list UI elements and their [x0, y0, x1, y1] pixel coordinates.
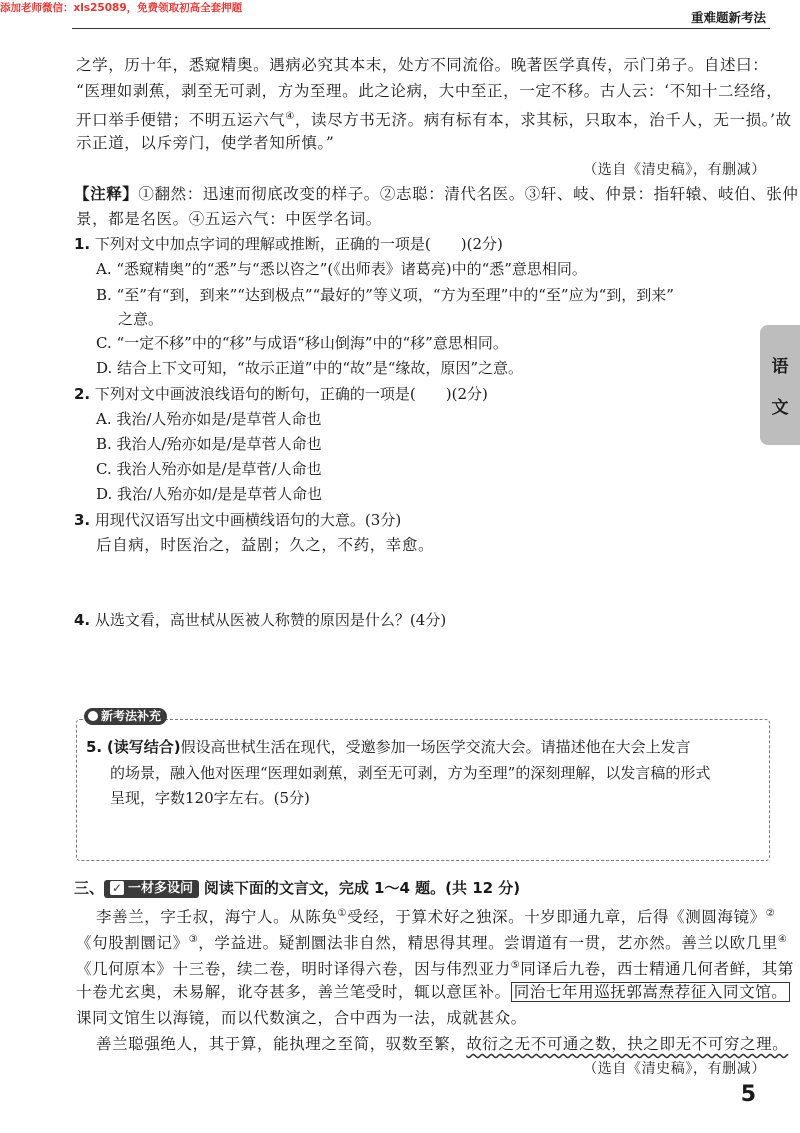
s3-line-6a: 善兰聪强绝人，其于算，能执理之至简，驭数至繁， — [96, 1035, 467, 1053]
q1-option-b-cont: 之意。 — [118, 310, 164, 328]
s3-line-3 — [76, 954, 794, 981]
side-tab-chinese[interactable] — [760, 325, 800, 445]
question-4 — [74, 608, 760, 632]
s3-line-4a: 十卷尤玄奥，未易解，讹夺甚多，善兰笔受时，辄以意匡补。 — [76, 983, 511, 1001]
s3-line-5: 课同文馆生以海镜，而以代数演之，合中西为一法，成就甚众。 — [76, 1009, 527, 1027]
question-3-number: 3. — [74, 511, 91, 529]
question-5-line-1: 假设高世栻生活在现代，受邀参加一场医学交流大会。请描述他在大会上发言 — [180, 738, 691, 756]
q2-option-d[interactable]: D. 我治/人殆亦如/是是草菅人命也 — [96, 485, 323, 503]
passage-line-3b: ，读尽方书无济。病有标有本，求其标，只取本，治千人，无一损。’故 — [294, 111, 792, 129]
s3-line-1 — [96, 902, 776, 929]
q1-option-a[interactable]: A. “悉窥精奥”的“悉”与“悉以咨之”(《出师表》诸葛亮)中的“悉”意思相同。 — [96, 260, 587, 278]
section-3-number: 三、 — [74, 879, 105, 897]
s3-footnote-3: ③ — [188, 934, 199, 945]
question-5 — [86, 735, 760, 759]
question-4-stem: 从选文看，高世栻从医被人称赞的原因是什么？(4分) — [94, 611, 447, 629]
q1-option-c[interactable]: C. “一定不移”中的“移”与成语“移山倒海”中的“移”意思相同。 — [96, 334, 508, 352]
s3-footnote-5: ⑤ — [510, 960, 521, 971]
question-4-number: 4. — [74, 611, 91, 629]
passage-line-3 — [76, 105, 792, 132]
watermark-text: 添加老师微信：xls25089，免费领取初高全套押题 — [0, 2, 243, 14]
section-3-stem: 阅读下面的文言文，完成 1～4 题。(共 12 分) — [203, 879, 521, 897]
q2-option-a[interactable]: A. 我治/人殆亦如是/是草菅人命也 — [96, 410, 322, 428]
question-2 — [74, 382, 760, 406]
side-tab-char-2: 文 — [771, 398, 789, 418]
footnote-marker-4: ④ — [285, 111, 295, 122]
question-5-number: 5. — [86, 738, 103, 756]
s3-line-1b: 受经，于算术好之独深。十岁即通九章，后得《测圆海镜》 — [347, 908, 766, 926]
page-number: 5 — [740, 1082, 756, 1107]
s3-line-2b: ，学益进。疑割圜法非自然，精思得其理。尝谓道有一贯，艺亦然。善兰以欧几里 — [198, 934, 778, 952]
s3-line-3a: 《几何原本》十三卷，续二卷，明时译得六卷，因与伟烈亚力 — [76, 960, 511, 978]
header-rule — [72, 28, 770, 29]
question-1 — [74, 232, 760, 256]
s3-line-6 — [96, 1032, 789, 1056]
question-5-tag: (读写结合) — [106, 738, 181, 756]
notes-text-1: ①翻然：迅速而彻底改变的样子。②志聪：清代名医。③轩、岐、仲景：指轩辕、岐伯、张仲 — [138, 185, 799, 203]
section-3-tag — [104, 880, 199, 898]
notes-line-1 — [74, 182, 799, 206]
s3-boxed-sentence: 同治七年用巡抚郭嵩焘荐征入同文馆。 — [511, 982, 791, 1002]
s3-footnote-4: ④ — [777, 934, 788, 945]
q2-option-c[interactable]: C. 我治人殆亦如是/是草菅/人命也 — [96, 460, 322, 478]
question-1-number: 1. — [74, 235, 91, 253]
passage-line-1: 之学，历十年，悉窥精奥。遇病必究其本末，处方不同流俗。晚著医学真传，示门弟子。自述曰： — [76, 56, 769, 74]
s3-line-3b: 同译后九卷，西士精通几何者鲜，其第 — [520, 960, 794, 978]
question-3-sentence: 后自病，时医治之，益剧；久之，不药，幸愈。 — [96, 536, 435, 554]
passage-line-2a: “医理如剥蕉，剥至无可剥，方为至理。 — [76, 82, 359, 100]
passage-line-2 — [76, 79, 783, 103]
side-tab-char-1: 语 — [771, 357, 789, 377]
s3-line-2a: 《句股割圜记》 — [76, 934, 189, 952]
s3-footnote-2: ② — [765, 908, 776, 919]
passage-line-2b: 此之论病，大中至正，一定不移。古人云：‘不知十二经络， — [358, 82, 783, 100]
q1-option-d[interactable]: D. 结合上下文可知，“故示正道”中的“故”是“缘故，原因”之意。 — [96, 359, 524, 377]
notes-label: 【注释】 — [74, 185, 139, 203]
section-3-tag-label: 一材多设问 — [128, 881, 194, 896]
passage-line-3a: 开口举手便错；不明五运六气 — [76, 111, 286, 129]
question-5-line-2: 的场景，融入他对医理“医理如剥蕉，剥至无可剥，方为至理”的深刻理解，以发言稿的形式 — [110, 764, 711, 782]
question-1-stem: 下列对文中加点字词的理解或推断，正确的一项是( )(2分) — [94, 235, 503, 253]
passage-line-4: 示正道，以斥旁门，使学者知所慎。” — [76, 134, 335, 152]
s3-wavy-sentence: 故衍之无不可通之数，抉之即无不可穷之理。 — [466, 1035, 789, 1053]
s3-line-1a: 李善兰，字壬叔，海宁人。从陈奂 — [96, 908, 338, 926]
q2-option-b[interactable]: B. 我治人/殆亦如是/是草菅人命也 — [96, 435, 322, 453]
s3-source: （选自《清史稿》，有删减） — [583, 1061, 766, 1077]
header-title: 重难题新考法 — [690, 10, 766, 25]
question-2-stem: 下列对文中画波浪线语句的断句，正确的一项是( )(2分) — [94, 385, 488, 403]
section-3-header — [74, 876, 760, 900]
new-method-badge — [84, 708, 167, 725]
bulb-icon — [88, 711, 98, 721]
question-2-number: 2. — [74, 385, 91, 403]
s3-line-4 — [76, 980, 788, 1004]
passage-source: （选自《清史稿》，有删减） — [583, 162, 766, 178]
question-5-line-3: 呈现，字数120字左右。(5分) — [110, 789, 310, 807]
check-icon: ✓ — [111, 881, 123, 895]
new-method-badge-label: 新考法补充 — [101, 709, 162, 723]
s3-footnote-1: ① — [337, 908, 348, 919]
notes-line-2: 景，都是名医。④五运六气：中医学名词。 — [76, 210, 382, 228]
question-3 — [74, 508, 760, 532]
q1-option-b[interactable]: B. “至”有“到，到来”“达到极点”“最好的”等义项，“方为至理”中的“至”应为“到，到来” — [96, 286, 674, 304]
s3-line-2 — [76, 928, 788, 955]
question-3-stem: 用现代汉语写出文中画横线语句的大意。(3分) — [94, 511, 402, 529]
